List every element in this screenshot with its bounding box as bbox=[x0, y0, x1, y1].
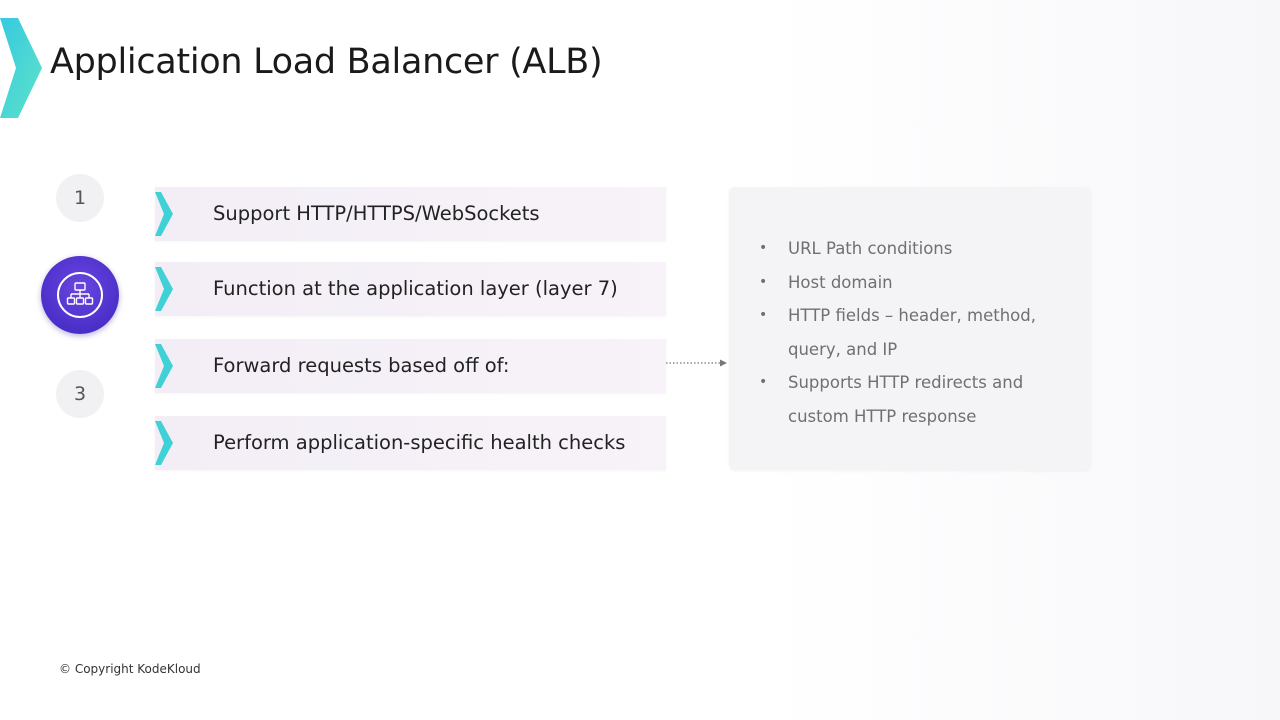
copyright-footer: © Copyright KodeKloud bbox=[59, 662, 201, 676]
feature-label: Perform application-specific health checks bbox=[213, 431, 626, 454]
bullet-icon: • bbox=[759, 273, 768, 290]
feature-row-2 bbox=[155, 262, 666, 316]
feature-label: Forward requests based off of: bbox=[213, 354, 510, 377]
bullet-icon: • bbox=[759, 307, 768, 324]
detail-item: • Supports HTTP redirects and custom HTTP response bbox=[759, 366, 1069, 433]
detail-item: • HTTP fields – header, method, query, and IP bbox=[759, 299, 1069, 366]
feature-label: Support HTTP/HTTPS/WebSockets bbox=[213, 202, 540, 225]
step-number-1: 1 bbox=[56, 174, 104, 222]
row-chevron-icon bbox=[155, 421, 173, 465]
row-chevron-icon bbox=[155, 344, 173, 388]
feature-row-3 bbox=[155, 339, 666, 393]
detail-item: • URL Path conditions bbox=[759, 232, 1069, 266]
step-active-indicator bbox=[41, 256, 119, 334]
dotted-arrow-icon bbox=[666, 358, 728, 368]
page-title: Application Load Balancer (ALB) bbox=[50, 42, 603, 82]
detail-panel bbox=[729, 187, 1091, 470]
bullet-icon: • bbox=[759, 240, 768, 256]
step-number-3: 3 bbox=[56, 370, 104, 418]
feature-row-4 bbox=[155, 416, 666, 470]
row-chevron-icon bbox=[155, 192, 173, 236]
detail-item: • Host domain bbox=[759, 266, 1069, 300]
feature-label: Function at the application layer (layer 7) bbox=[213, 277, 618, 300]
bullet-icon: • bbox=[759, 374, 768, 391]
network-hierarchy-icon bbox=[65, 280, 95, 310]
row-chevron-icon bbox=[155, 267, 173, 311]
feature-row-1 bbox=[155, 187, 666, 241]
detail-list bbox=[759, 232, 1069, 434]
corner-chevron-icon bbox=[0, 18, 44, 118]
